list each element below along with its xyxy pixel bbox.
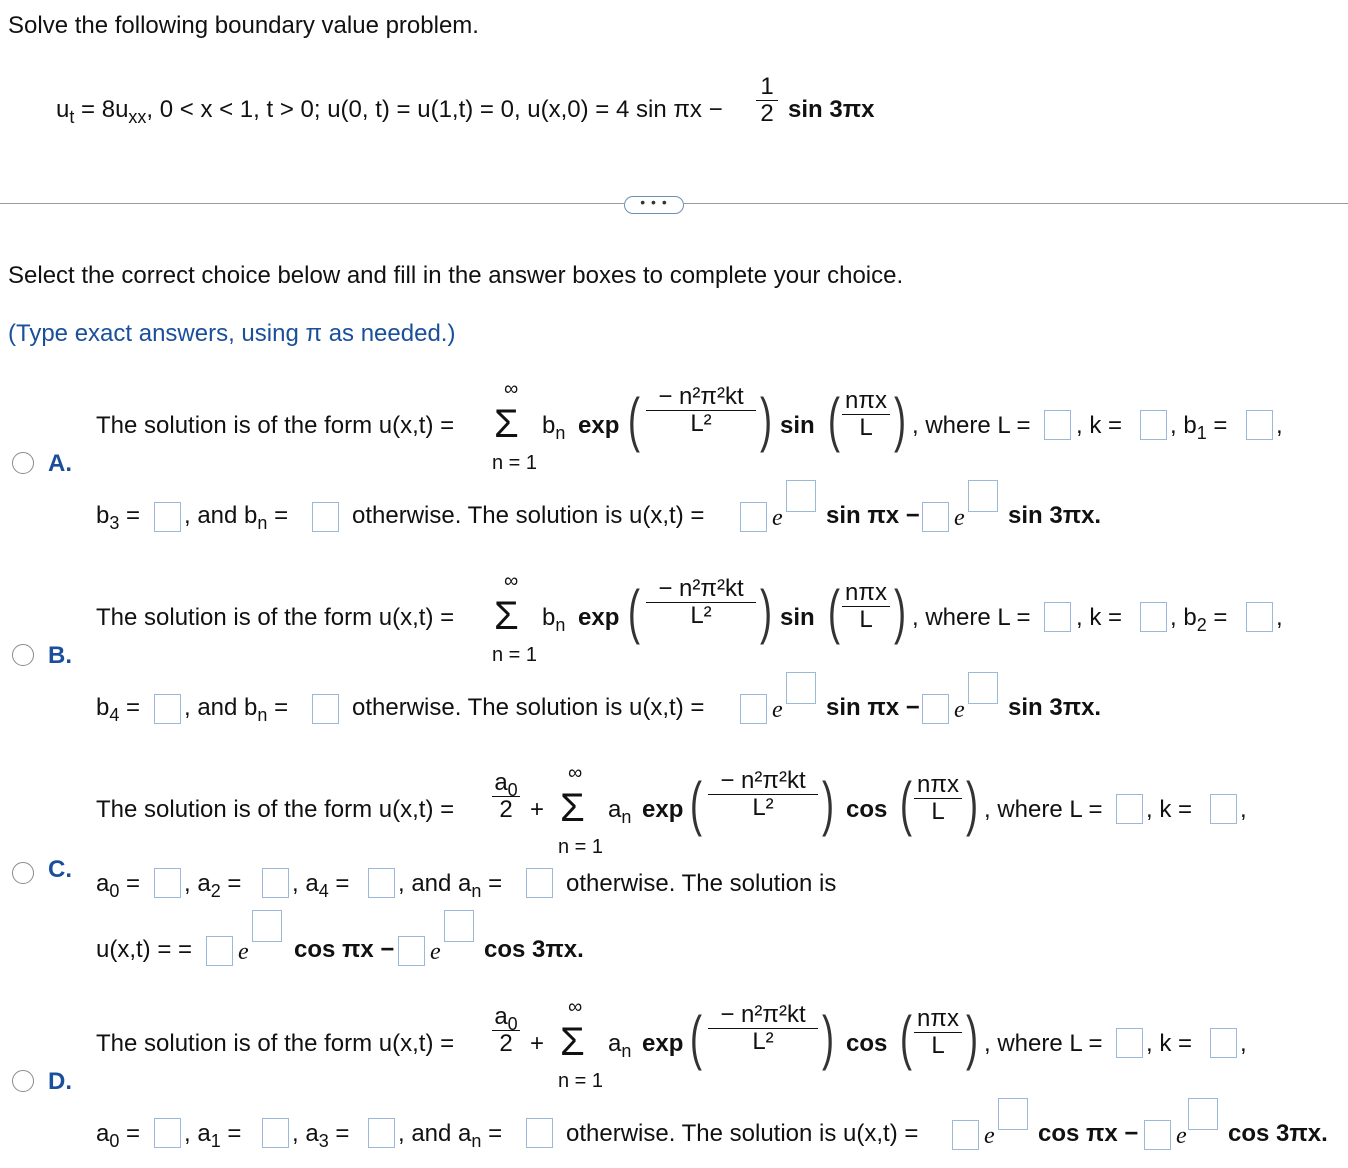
option-d-exp: exp: [642, 1030, 684, 1057]
option-c-k-input[interactable]: [1210, 794, 1237, 824]
option-c-exp-fraction: $\frac{\text{− n²π²kt}}{\text{L²}}$: [708, 768, 818, 821]
option-c-label: C.: [48, 856, 72, 883]
option-c-c1-label: $a_0$ =: [96, 870, 141, 901]
option-d-radio[interactable]: [12, 1070, 34, 1092]
option-b-infinity: ∞: [504, 570, 519, 592]
option-a-e2: e: [954, 505, 965, 531]
option-a-bn-input[interactable]: [312, 502, 339, 532]
option-a-coef1-label: , $b_1$ =: [1170, 412, 1228, 443]
option-c-trig: cos: [846, 796, 888, 823]
option-d-trig: cos: [846, 1030, 888, 1057]
option-b-term2: sin 3πx.: [1008, 694, 1102, 721]
option-c-an: $a_n$: [608, 796, 632, 827]
option-d-sol-exp1-input[interactable]: [998, 1098, 1028, 1130]
option-d-a3-input[interactable]: [368, 1118, 395, 1148]
option-c-term2: cos 3πx.: [484, 936, 584, 963]
option-a-sigma: Σ: [494, 402, 519, 446]
option-a-paren2-right: ): [893, 386, 906, 453]
problem-sin3pix: sin 3πx: [788, 96, 875, 123]
option-b-exp: exp: [578, 604, 620, 631]
option-d-c2-label: , $a_1$ =: [184, 1120, 242, 1151]
problem-fraction: $\frac{1}{2}$: [756, 74, 778, 127]
option-a-sol-exp2-input[interactable]: [968, 480, 998, 512]
option-a-infinity: ∞: [504, 378, 519, 400]
option-b-where-L: , where L =: [912, 604, 1031, 631]
option-b-exp-fraction: $\frac{\text{− n²π²kt}}{\text{L²}}$: [646, 576, 756, 629]
option-c-term1: cos πx −: [294, 936, 395, 963]
option-c-c3-label: , $a_4$ =: [292, 870, 350, 901]
option-b-paren-left: (: [627, 578, 640, 645]
option-b-L-input[interactable]: [1044, 602, 1071, 632]
option-a-npix-fraction: nπx L: [842, 388, 890, 441]
option-d-term2: cos 3πx.: [1228, 1120, 1328, 1147]
option-a-b3-input[interactable]: [154, 502, 181, 532]
select-instruction: Select the correct choice below and fill in the answer boxes to complete your choice.: [8, 262, 904, 289]
option-b-npix-fraction: nπx L: [842, 580, 890, 633]
option-c-a0-fraction: $\frac{a_0}{2}$: [492, 770, 520, 823]
option-d-plus: +: [530, 1030, 545, 1057]
option-c-u-label: u(x,t) = =: [96, 936, 193, 963]
option-c-L-input[interactable]: [1116, 794, 1143, 824]
option-a-exp: exp: [578, 412, 620, 439]
option-a-coef2-label: $b_3$ =: [96, 502, 141, 533]
option-d-an: $a_n$: [608, 1030, 632, 1061]
option-a-L-input[interactable]: [1044, 410, 1071, 440]
option-b-sol-coef2-input[interactable]: [922, 694, 949, 724]
option-a-k-input[interactable]: [1140, 410, 1167, 440]
option-c-form-text: The solution is of the form u(x,t) =: [96, 796, 455, 823]
option-d-and-label: , and $a_n$ =: [398, 1120, 503, 1151]
option-a-sol-coef1-input[interactable]: [740, 502, 767, 532]
option-b-coef1-label: , $b_2$ =: [1170, 604, 1228, 635]
option-d-paren2-left: (: [899, 1004, 912, 1071]
option-d-c3-label: , $a_3$ =: [292, 1120, 350, 1151]
option-d-e1: e: [984, 1123, 995, 1149]
option-a-and-label: , and $b_n$ =: [184, 502, 289, 533]
option-d-trailing-comma: ,: [1240, 1030, 1247, 1057]
option-b-e1: e: [772, 697, 783, 723]
option-a-trig: sin: [780, 412, 815, 439]
option-b-k-label: , k =: [1076, 604, 1123, 631]
option-d-form-text: The solution is of the form u(x,t) =: [96, 1030, 455, 1057]
option-c-trailing-comma: ,: [1240, 796, 1247, 823]
option-d-exp-fraction: $\frac{\text{− n²π²kt}}{\text{L²}}$: [708, 1002, 818, 1055]
option-b-e2: e: [954, 697, 965, 723]
option-c-k-label: , k =: [1146, 796, 1193, 823]
option-d-e2: e: [1176, 1123, 1187, 1149]
option-c-a0-input[interactable]: [154, 868, 181, 898]
option-c-n1: n = 1: [558, 836, 604, 858]
option-b-otherwise: otherwise. The solution is u(x,t) =: [352, 694, 705, 721]
option-a-paren-left: (: [627, 386, 640, 453]
divider-left: [0, 203, 624, 204]
option-d-c1-label: $a_0$ =: [96, 1120, 141, 1151]
option-c-sol-coef2-input[interactable]: [398, 936, 425, 966]
option-c-an-input[interactable]: [526, 868, 553, 898]
option-d-k-input[interactable]: [1210, 1028, 1237, 1058]
option-c-paren-left: (: [689, 770, 702, 837]
option-a-paren-right: ): [759, 386, 772, 453]
option-a-term2: sin 3πx.: [1008, 502, 1102, 529]
option-c-and-label: , and $a_n$ =: [398, 870, 503, 901]
option-b-sol-coef1-input[interactable]: [740, 694, 767, 724]
option-c-infinity: ∞: [568, 762, 583, 784]
option-b-trig: sin: [780, 604, 815, 631]
option-b-bn: $b_n$: [542, 604, 566, 635]
option-d-an-input[interactable]: [526, 1118, 553, 1148]
option-b-b4-input[interactable]: [154, 694, 181, 724]
option-a-sol-coef2-input[interactable]: [922, 502, 949, 532]
problem-statement: $u_t = 8u_{xx}$, 0 < x < 1, t > 0; u(0, t) = u(1,t) = 0, u(x,0) = 4 sin πx −: [56, 96, 723, 127]
option-a-paren2-left: (: [827, 386, 840, 453]
option-d-paren2-right: ): [965, 1004, 978, 1071]
option-a-b1-input[interactable]: [1246, 410, 1273, 440]
option-b-b2-input[interactable]: [1246, 602, 1273, 632]
option-a-k-label: , k =: [1076, 412, 1123, 439]
option-d-paren-left: (: [689, 1004, 702, 1071]
option-b-and-label: , and $b_n$ =: [184, 694, 289, 725]
option-a-trailing-comma: ,: [1276, 412, 1283, 439]
option-a-otherwise: otherwise. The solution is u(x,t) =: [352, 502, 705, 529]
option-c-paren2-right: ): [965, 770, 978, 837]
hint-text: (Type exact answers, using π as needed.): [8, 320, 456, 347]
option-c-sol-exp1-input[interactable]: [252, 910, 282, 942]
option-d-npix-fraction: nπx L: [914, 1006, 962, 1059]
option-c-sol-coef1-input[interactable]: [206, 936, 233, 966]
option-a-where-L: , where L =: [912, 412, 1031, 439]
option-d-n1: n = 1: [558, 1070, 604, 1092]
option-a-n1: n = 1: [492, 452, 538, 474]
option-c-sigma: Σ: [560, 786, 585, 830]
option-b-n1: n = 1: [492, 644, 538, 666]
option-a-bn: $b_n$: [542, 412, 566, 443]
option-c-exp: exp: [642, 796, 684, 823]
option-d-paren-right: ): [821, 1004, 834, 1071]
option-c-a4-input[interactable]: [368, 868, 395, 898]
option-c-where-L: , where L =: [984, 796, 1103, 823]
option-a-exp-fraction: $\frac{\text{− n²π²kt}}{\text{L²}}$: [646, 384, 756, 437]
option-c-npix-fraction: nπx L: [914, 772, 962, 825]
option-d-L-input[interactable]: [1116, 1028, 1143, 1058]
option-b-sol-exp1-input[interactable]: [786, 672, 816, 704]
divider-right: [684, 203, 1348, 204]
option-b-paren2-left: (: [827, 578, 840, 645]
instruction-text: Solve the following boundary value problem.: [8, 12, 479, 39]
option-d-infinity: ∞: [568, 996, 583, 1018]
option-b-coef2-label: $b_4$ =: [96, 694, 141, 725]
option-c-e1: e: [238, 939, 249, 965]
option-b-radio[interactable]: [12, 644, 34, 666]
option-a-form-text: The solution is of the form u(x,t) =: [96, 412, 455, 439]
option-c-c2-label: , $a_2$ =: [184, 870, 242, 901]
option-d-otherwise: otherwise. The solution is u(x,t) =: [566, 1120, 919, 1147]
option-b-term1: sin πx −: [826, 694, 920, 721]
option-b-paren2-right: ): [893, 578, 906, 645]
option-a-label: A.: [48, 450, 72, 477]
option-d-sol-exp2-input[interactable]: [1188, 1098, 1218, 1130]
option-c-otherwise: otherwise. The solution is: [566, 870, 837, 897]
option-b-label: B.: [48, 642, 72, 669]
option-c-sol-exp2-input[interactable]: [444, 910, 474, 942]
option-d-a0-fraction: $\frac{a_0}{2}$: [492, 1004, 520, 1057]
option-d-sol-coef1-input[interactable]: [952, 1120, 979, 1150]
option-b-trailing-comma: ,: [1276, 604, 1283, 631]
option-d-a0-input[interactable]: [154, 1118, 181, 1148]
option-d-sol-coef2-input[interactable]: [1144, 1120, 1171, 1150]
option-d-where-L: , where L =: [984, 1030, 1103, 1057]
option-a-term1: sin πx −: [826, 502, 920, 529]
option-c-paren-right: ): [821, 770, 834, 837]
option-c-a2-input[interactable]: [262, 868, 289, 898]
option-b-k-input[interactable]: [1140, 602, 1167, 632]
option-d-a1-input[interactable]: [262, 1118, 289, 1148]
option-d-term1: cos πx −: [1038, 1120, 1139, 1147]
option-c-paren2-left: (: [899, 770, 912, 837]
option-b-sol-exp2-input[interactable]: [968, 672, 998, 704]
option-c-radio[interactable]: [12, 862, 34, 884]
option-a-e1: e: [772, 505, 783, 531]
option-d-label: D.: [48, 1068, 72, 1095]
option-d-k-label: , k =: [1146, 1030, 1193, 1057]
option-b-sigma: Σ: [494, 594, 519, 638]
option-c-e2: e: [430, 939, 441, 965]
option-b-form-text: The solution is of the form u(x,t) =: [96, 604, 455, 631]
option-a-radio[interactable]: [12, 452, 34, 474]
option-b-paren-right: ): [759, 578, 772, 645]
option-c-plus: +: [530, 796, 545, 823]
option-b-bn-input[interactable]: [312, 694, 339, 724]
option-d-sigma: Σ: [560, 1020, 585, 1064]
option-a-sol-exp1-input[interactable]: [786, 480, 816, 512]
more-button[interactable]: • • •: [624, 196, 684, 214]
